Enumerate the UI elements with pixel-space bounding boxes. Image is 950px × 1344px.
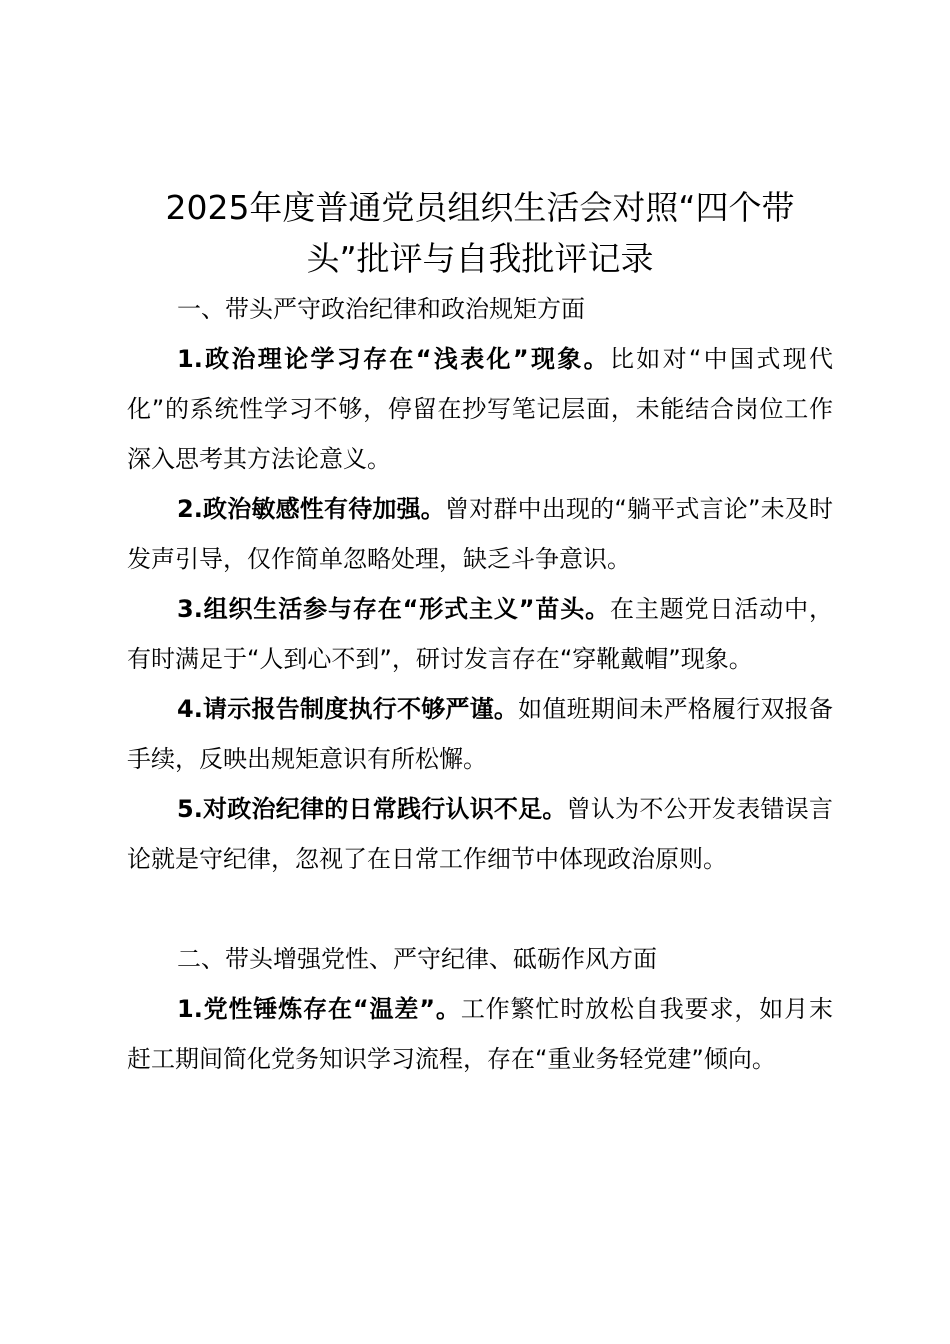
document-title: 2025年度普通党员组织生活会对照“四个带头”批评与自我批评记录 [165,188,795,278]
list-item [127,684,833,784]
item-body: 曾对群中出现的“躺平式言论”未及时发声引导，仅作简单忽略处理，缺乏斗争意识。 [127,495,833,573]
item-lead: 1.政治理论学习存在“浅表化”现象。 [177,345,610,373]
item-lead: 1.党性锤炼存在“温差”。 [177,995,461,1023]
item-body: 比如对“中国式现代化”的系统性学习不够，停留在抄写笔记层面，未能结合岗位工作深入思考其方法论意义。 [127,345,833,473]
section-heading: 一、带头严守政治纪律和政治规矩方面 [177,295,585,323]
list-item [127,984,833,1084]
section-1 [127,284,833,884]
section-heading: 二、带头增强党性、严守纪律、砥砺作风方面 [177,945,657,973]
list-item [127,484,833,584]
list-item [127,584,833,684]
list-item [127,784,833,884]
section-2 [127,934,833,1084]
item-body: 工作繁忙时放松自我要求，如月末赶工期间简化党务知识学习流程，存在“重业务轻党建”倾向。 [127,995,833,1073]
section-spacer [127,884,833,934]
item-lead: 3.组织生活参与存在“形式主义”苗头。 [177,595,611,623]
document-page [127,182,833,1084]
item-lead: 4.请示报告制度执行不够严谨。 [177,695,519,723]
item-body: 曾认为不公开发表错误言论就是守纪律，忽视了在日常工作细节中体现政治原则。 [127,795,833,873]
item-lead: 2.政治敏感性有待加强。 [177,495,445,523]
list-item [127,334,833,484]
item-body: 在主题党日活动中，有时满足于“人到心不到”，研讨发言存在“穿靴戴帽”现象。 [127,595,833,673]
item-lead: 5.对政治纪律的日常践行认识不足。 [177,795,567,823]
item-body: 如值班期间未严格履行双报备手续，反映出规矩意识有所松懈。 [127,695,833,773]
